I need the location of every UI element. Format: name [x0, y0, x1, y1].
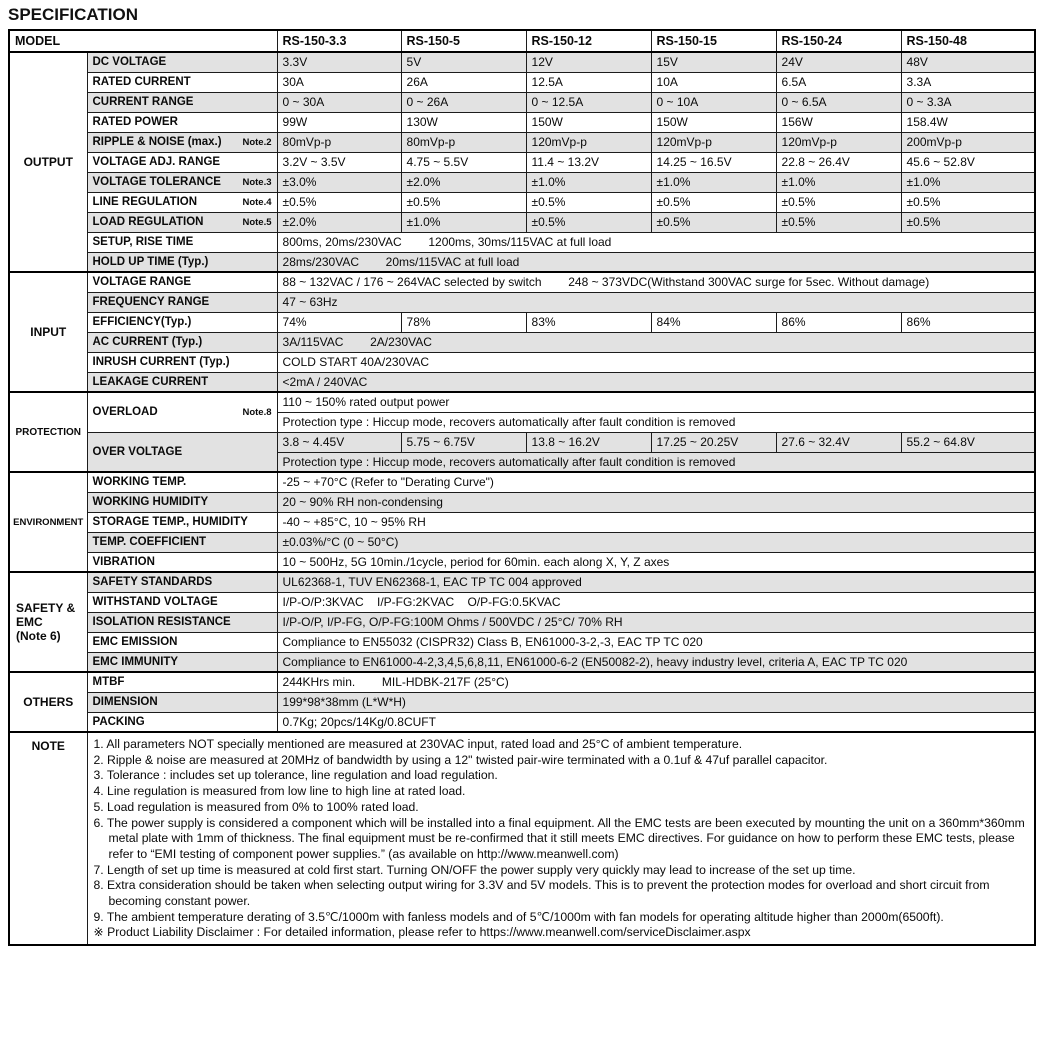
param-label-cell [87, 572, 277, 592]
value-cell: 0.7Kg; 20pcs/14Kg/0.8CUFT [277, 712, 1035, 732]
value-cell: 48V [901, 52, 1035, 72]
value-cell: ±0.5% [651, 212, 776, 232]
param-label: EMC EMISSION [92, 636, 178, 648]
note-line: 8. Extra consideration should be taken when selecting output wiring for 3.3V and 5V models. This is to prevent the protection modes for overload and short circuit from becoming constant power. [93, 878, 990, 909]
value-cell: Compliance to EN55032 (CISPR32) Class B, EN61000-3-2,-3, EAC TP TC 020 [277, 632, 1035, 652]
value-cell: Compliance to EN61000-4-2,3,4,5,6,8,11, EN61000-6-2 (EN50082-2), heavy industry level, criteria A, EAC TP TC 020 [277, 652, 1035, 672]
section-name: NOTE [31, 739, 65, 753]
value-cell: 156W [776, 112, 901, 132]
param-label-cell [87, 432, 277, 472]
note-ref: Note.2 [242, 136, 272, 148]
note-line: 1. All parameters NOT specially mentioned are measured at 230VAC input, rated load and 25°C of ambient temperature. [93, 737, 743, 751]
value-cell: -25 ~ +70°C (Refer to "Derating Curve") [277, 472, 1035, 492]
param-label-cell [87, 272, 277, 292]
model-header-label-cell: MODEL [9, 30, 277, 52]
value-cell: 86% [901, 312, 1035, 332]
model-name-cell: RS-150-15 [651, 30, 776, 52]
value-cell: 26A [401, 72, 526, 92]
value-cell: ±0.5% [401, 192, 526, 212]
value-cell: ±0.5% [901, 212, 1035, 232]
table-row [9, 492, 1035, 512]
value-cell: 150W [526, 112, 651, 132]
model-name-cell: RS-150-12 [526, 30, 651, 52]
value-cell: 3.8 ~ 4.45V [277, 432, 401, 452]
table-row [9, 652, 1035, 672]
param-label-cell [87, 332, 277, 352]
table-row [9, 672, 1035, 692]
note-line: 9. The ambient temperature derating of 3.5℃/1000m with fanless models and of 5℃/1000m with fan models for operating altitude higher than 2000m(6500ft). [93, 909, 944, 924]
note-ref: Note.3 [242, 176, 272, 188]
param-label-cell [87, 92, 277, 112]
value-cell: 86% [776, 312, 901, 332]
value-cell: I/P-O/P, I/P-FG, O/P-FG:100M Ohms / 500VDC / 25°C/ 70% RH [277, 612, 1035, 632]
value-cell: ±1.0% [776, 172, 901, 192]
table-row [9, 712, 1035, 732]
param-label: AC CURRENT (Typ.) [92, 336, 203, 348]
section-cell [9, 472, 87, 572]
note-ref: Note.5 [242, 216, 272, 228]
param-label: RATED POWER [92, 116, 178, 128]
value-cell: ±2.0% [401, 172, 526, 192]
param-label-cell [87, 52, 277, 72]
value-cell: ±0.03%/°C (0 ~ 50°C) [277, 532, 1035, 552]
note-ref: Note.8 [242, 406, 272, 418]
table-row [9, 732, 1035, 945]
param-label: VOLTAGE RANGE [92, 276, 192, 289]
note-line: 2. Ripple & noise are measured at 20MHz of bandwidth by using a 12" twisted pair-wire terminated with a 0.1uf & 47uf parallel capacitor. [93, 752, 828, 767]
section-name: OTHERS [23, 695, 74, 709]
value-cell: 0 ~ 3.3A [901, 92, 1035, 112]
value-cell: COLD START 40A/230VAC [277, 352, 1035, 372]
value-cell: ±1.0% [651, 172, 776, 192]
param-label: FREQUENCY RANGE [92, 296, 210, 308]
param-label: EFFICIENCY(Typ.) [92, 316, 192, 328]
spec-table-body [9, 30, 1035, 945]
value-cell: ±0.5% [651, 192, 776, 212]
value-cell: 110 ~ 150% rated output power [277, 392, 1035, 412]
param-label: RIPPLE & NOISE (max.) [92, 136, 222, 148]
table-row [9, 512, 1035, 532]
value-cell: 0 ~ 30A [277, 92, 401, 112]
value-cell: Protection type : Hiccup mode, recovers automatically after fault condition is removed [277, 452, 1035, 472]
param-label-cell [87, 192, 277, 212]
value-cell: 78% [401, 312, 526, 332]
param-label-cell [87, 512, 277, 532]
param-label-cell [87, 232, 277, 252]
param-label-cell [87, 692, 277, 712]
value-cell: 0 ~ 6.5A [776, 92, 901, 112]
value-cell: 3A/115VAC 2A/230VAC [277, 332, 1035, 352]
table-row [9, 632, 1035, 652]
table-row [9, 252, 1035, 272]
value-cell: ±0.5% [901, 192, 1035, 212]
value-cell: -40 ~ +85°C, 10 ~ 95% RH [277, 512, 1035, 532]
param-label-cell [87, 712, 277, 732]
value-cell: 120mVp-p [651, 132, 776, 152]
value-cell: 0 ~ 10A [651, 92, 776, 112]
model-name-cell: RS-150-3.3 [277, 30, 401, 52]
value-cell: 12.5A [526, 72, 651, 92]
section-name: (Note 6) [16, 629, 61, 643]
model-name-cell: RS-150-24 [776, 30, 901, 52]
value-cell: 17.25 ~ 20.25V [651, 432, 776, 452]
param-label: WORKING TEMP. [92, 476, 187, 489]
value-cell: 0 ~ 26A [401, 92, 526, 112]
param-label: VIBRATION [92, 555, 155, 568]
value-cell: 3.2V ~ 3.5V [277, 152, 401, 172]
param-label: OVER VOLTAGE [92, 445, 183, 458]
section-cell [9, 732, 87, 945]
value-cell: <2mA / 240VAC [277, 372, 1035, 392]
value-cell: 47 ~ 63Hz [277, 292, 1035, 312]
table-row [9, 312, 1035, 332]
param-label-cell [87, 252, 277, 272]
param-label: WITHSTAND VOLTAGE [92, 596, 218, 608]
param-label-cell [87, 532, 277, 552]
table-row [9, 612, 1035, 632]
param-label-cell [87, 672, 277, 692]
param-label: STORAGE TEMP., HUMIDITY [92, 516, 248, 528]
table-row [9, 292, 1035, 312]
param-label: OVERLOAD [92, 406, 158, 419]
table-row [9, 132, 1035, 152]
param-label-cell [87, 592, 277, 612]
notes-cell [87, 732, 1035, 945]
table-row [9, 152, 1035, 172]
value-cell: 27.6 ~ 32.4V [776, 432, 901, 452]
value-cell: ±1.0% [526, 172, 651, 192]
spec-table [8, 29, 1036, 946]
value-cell: 3.3V [277, 52, 401, 72]
model-name-cell: RS-150-48 [901, 30, 1035, 52]
section-cell [9, 672, 87, 732]
param-label: SETUP, RISE TIME [92, 236, 194, 248]
table-row [9, 212, 1035, 232]
value-cell: 20 ~ 90% RH non-condensing [277, 492, 1035, 512]
note-line: 4. Line regulation is measured from low line to high line at rated load. [93, 784, 466, 799]
table-row [9, 592, 1035, 612]
param-label: CURRENT RANGE [92, 96, 194, 108]
value-cell: 158.4W [901, 112, 1035, 132]
param-label: ISOLATION RESISTANCE [92, 616, 231, 628]
table-row [9, 392, 1035, 412]
section-cell [9, 572, 87, 672]
value-cell: 24V [776, 52, 901, 72]
section-name: SAFETY & [16, 601, 76, 615]
param-label-cell [87, 312, 277, 332]
table-row [9, 192, 1035, 212]
value-cell: 99W [277, 112, 401, 132]
param-label-cell [87, 72, 277, 92]
table-row [9, 352, 1035, 372]
param-label: EMC IMMUNITY [92, 655, 179, 668]
value-cell: ±3.0% [277, 172, 401, 192]
section-name: PROTECTION [15, 426, 82, 438]
value-cell: Protection type : Hiccup mode, recovers automatically after fault condition is removed [277, 412, 1035, 432]
param-label-cell [87, 632, 277, 652]
table-row [9, 552, 1035, 572]
value-cell: 83% [526, 312, 651, 332]
param-label-cell [87, 552, 277, 572]
value-cell: 12V [526, 52, 651, 72]
value-cell: 80mVp-p [277, 132, 401, 152]
value-cell: 199*98*38mm (L*W*H) [277, 692, 1035, 712]
value-cell: ±0.5% [526, 212, 651, 232]
param-label: LOAD REGULATION [92, 216, 204, 228]
param-label: MTBF [92, 676, 125, 689]
model-header-row [9, 30, 1035, 52]
table-row [9, 532, 1035, 552]
param-label: HOLD UP TIME (Typ.) [92, 255, 209, 268]
value-cell: 5V [401, 52, 526, 72]
value-cell: ±0.5% [776, 192, 901, 212]
value-cell: 80mVp-p [401, 132, 526, 152]
param-label: DC VOLTAGE [92, 56, 167, 69]
param-label-cell [87, 472, 277, 492]
param-label-cell [87, 212, 277, 232]
value-cell: 3.3A [901, 72, 1035, 92]
param-label: WORKING HUMIDITY [92, 496, 209, 508]
value-cell: 30A [277, 72, 401, 92]
param-label-cell [87, 392, 277, 432]
param-label: SAFETY STANDARDS [92, 576, 213, 589]
value-cell: 10A [651, 72, 776, 92]
value-cell: 4.75 ~ 5.5V [401, 152, 526, 172]
value-cell: ±1.0% [901, 172, 1035, 192]
table-row [9, 112, 1035, 132]
section-name: OUTPUT [23, 155, 73, 169]
note-line: 7. Length of set up time is measured at cold first start. Turning ON/OFF the power supply very quickly may lead to increase of the set up time. [93, 862, 856, 877]
value-cell: 120mVp-p [776, 132, 901, 152]
param-label: DIMENSION [92, 696, 158, 708]
param-label-cell [87, 492, 277, 512]
value-cell: ±1.0% [401, 212, 526, 232]
table-row [9, 472, 1035, 492]
param-label-cell [87, 652, 277, 672]
section-cell [9, 52, 87, 272]
page-title: SPECIFICATION [8, 5, 139, 24]
param-label: INRUSH CURRENT (Typ.) [92, 356, 230, 368]
note-line: 6. The power supply is considered a component which will be installed into a final equipment. All the EMC tests are been executed by mounting the unit on a 360mm*360mm metal plate with 1mm of thickness. The final equipment must be re-confirmed that it still meets EMC directives. For guidance on how to perform these EMC tests, please refer to “EMI testing of component power supplies.” (as available on http://www.meanwell.com) [93, 815, 1025, 861]
note-ref: Note.4 [242, 196, 272, 208]
param-label: LEAKAGE CURRENT [92, 375, 209, 388]
value-cell: ±0.5% [526, 192, 651, 212]
param-label: LINE REGULATION [92, 196, 198, 208]
param-label: VOLTAGE TOLERANCE [92, 176, 221, 188]
section-name: INPUT [30, 325, 67, 339]
value-cell: UL62368-1, TUV EN62368-1, EAC TP TC 004 approved [277, 572, 1035, 592]
param-label-cell [87, 132, 277, 152]
param-label-cell [87, 172, 277, 192]
param-label-cell [87, 292, 277, 312]
value-cell: 150W [651, 112, 776, 132]
value-cell: 88 ~ 132VAC / 176 ~ 264VAC selected by switch 248 ~ 373VDC(Withstand 300VAC surge for 5sec. Without damage) [277, 272, 1035, 292]
value-cell: 45.6 ~ 52.8V [901, 152, 1035, 172]
value-cell: 0 ~ 12.5A [526, 92, 651, 112]
table-row [9, 372, 1035, 392]
value-cell: I/P-O/P:3KVAC I/P-FG:2KVAC O/P-FG:0.5KVAC [277, 592, 1035, 612]
section-cell [9, 392, 87, 472]
value-cell: 55.2 ~ 64.8V [901, 432, 1035, 452]
note-line: 3. Tolerance : includes set up tolerance, line regulation and load regulation. [93, 768, 498, 783]
param-label-cell [87, 152, 277, 172]
value-cell: 22.8 ~ 26.4V [776, 152, 901, 172]
param-label: TEMP. COEFFICIENT [92, 536, 207, 548]
note-line: ※ Product Liability Disclaimer : For detailed information, please refer to https://www.meanwell.com/serviceDisclaimer.aspx [93, 925, 751, 940]
value-cell: 5.75 ~ 6.75V [401, 432, 526, 452]
table-row [9, 232, 1035, 252]
model-name-cell: RS-150-5 [401, 30, 526, 52]
table-row [9, 692, 1035, 712]
section-cell [9, 272, 87, 392]
value-cell: 130W [401, 112, 526, 132]
param-label: RATED CURRENT [92, 76, 191, 88]
value-cell: 244KHrs min. MIL-HDBK-217F (25°C) [277, 672, 1035, 692]
table-row [9, 332, 1035, 352]
param-label-cell [87, 372, 277, 392]
param-label-cell [87, 112, 277, 132]
table-row [9, 172, 1035, 192]
value-cell: ±2.0% [277, 212, 401, 232]
note-line: 5. Load regulation is measured from 0% to 100% rated load. [93, 799, 419, 814]
section-name: ENVIRONMENT [13, 516, 84, 528]
specification-page [0, 5, 1044, 946]
value-cell: 15V [651, 52, 776, 72]
value-cell: ±0.5% [277, 192, 401, 212]
table-row [9, 72, 1035, 92]
value-cell: 14.25 ~ 16.5V [651, 152, 776, 172]
table-row [9, 92, 1035, 112]
param-label: VOLTAGE ADJ. RANGE [92, 156, 221, 168]
value-cell: 84% [651, 312, 776, 332]
value-cell: 11.4 ~ 13.2V [526, 152, 651, 172]
value-cell: ±0.5% [776, 212, 901, 232]
param-label-cell [87, 352, 277, 372]
param-label: PACKING [92, 715, 145, 728]
param-label-cell [87, 612, 277, 632]
value-cell: 13.8 ~ 16.2V [526, 432, 651, 452]
table-row [9, 572, 1035, 592]
value-cell: 74% [277, 312, 401, 332]
value-cell: 120mVp-p [526, 132, 651, 152]
value-cell: 28ms/230VAC 20ms/115VAC at full load [277, 252, 1035, 272]
table-row [9, 52, 1035, 72]
value-cell: 800ms, 20ms/230VAC 1200ms, 30ms/115VAC at full load [277, 232, 1035, 252]
section-name: EMC [16, 615, 43, 629]
table-row [9, 272, 1035, 292]
value-cell: 6.5A [776, 72, 901, 92]
table-row [9, 432, 1035, 452]
value-cell: 10 ~ 500Hz, 5G 10min./1cycle, period for 60min. each along X, Y, Z axes [277, 552, 1035, 572]
value-cell: 200mVp-p [901, 132, 1035, 152]
